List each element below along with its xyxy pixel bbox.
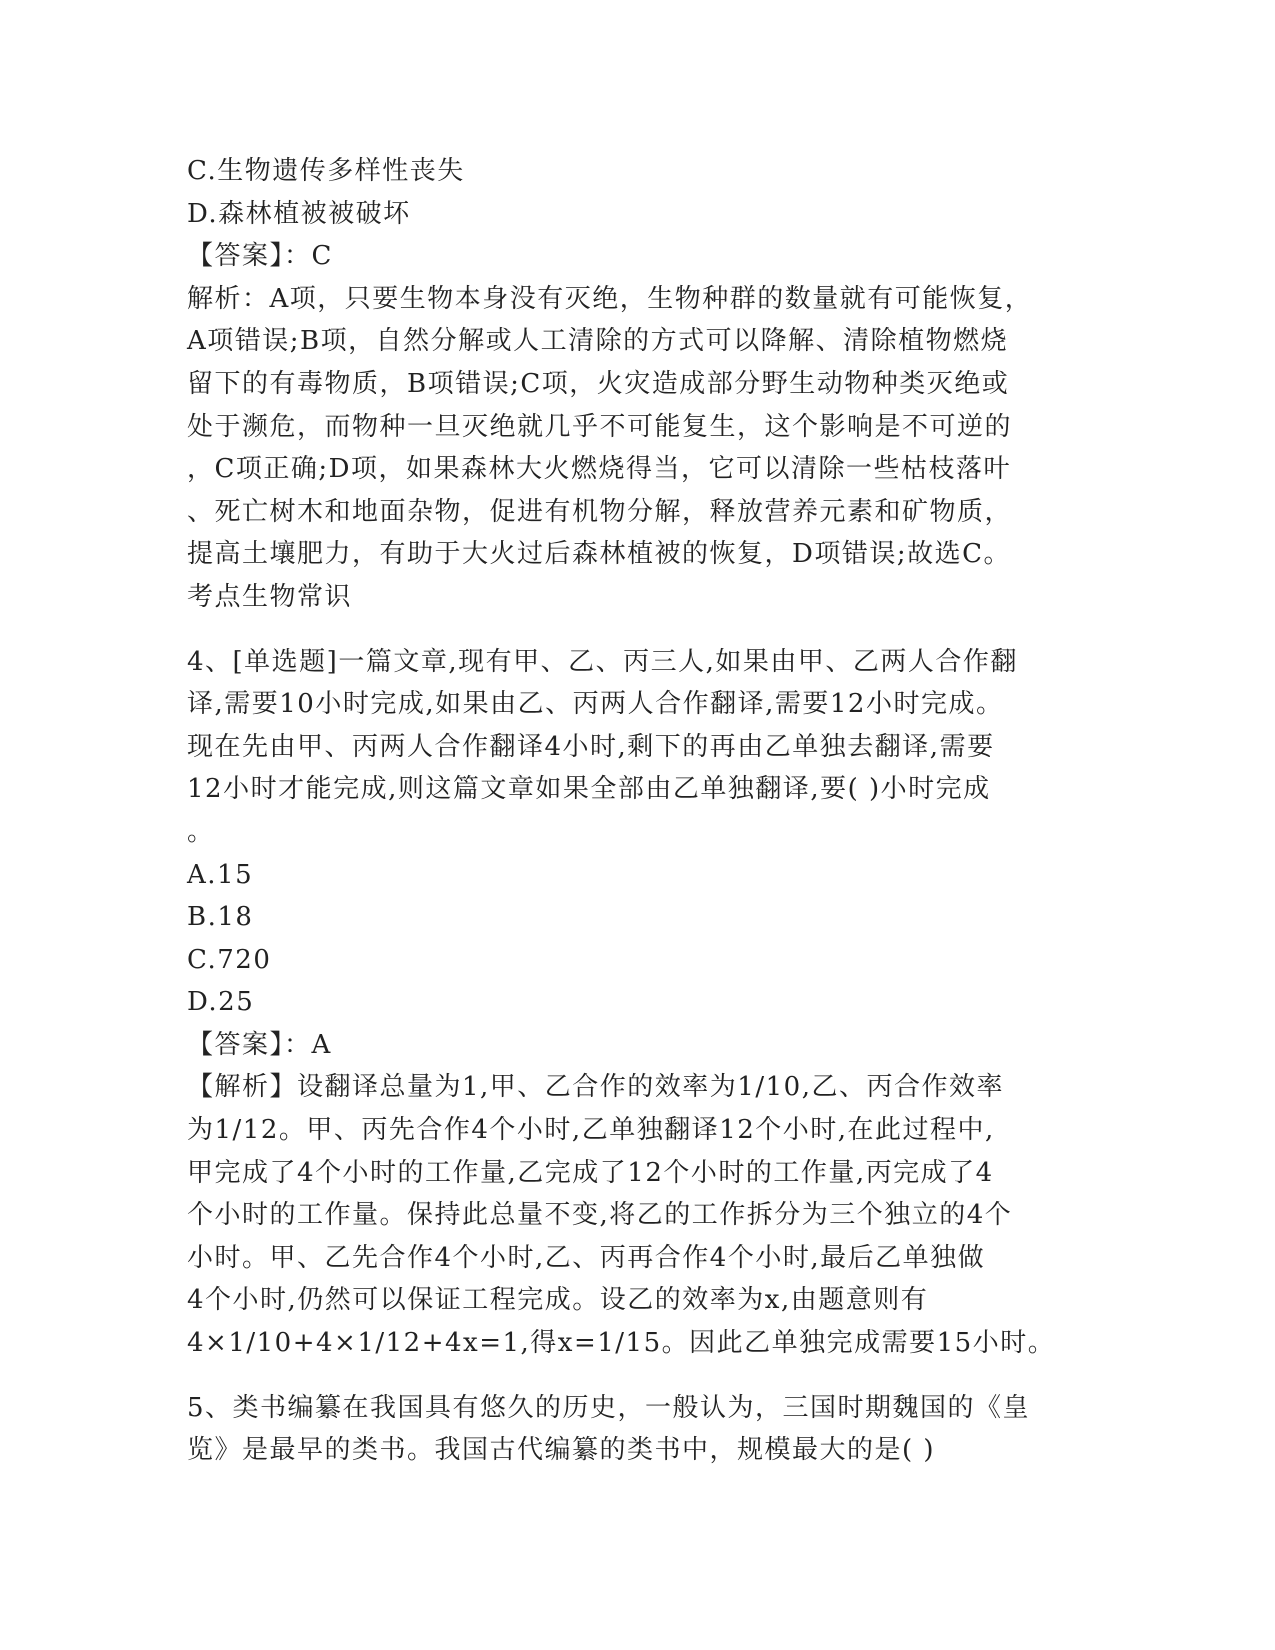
q3-option-c: C.生物遗传多样性丧失: [187, 156, 465, 186]
q4-stem-line: 译,需要10小时完成,如果由乙、丙两人合作翻译,需要12小时完成。: [187, 689, 1004, 720]
question-spacer: [187, 1365, 1087, 1387]
q3-analysis-line: 处于濒危，而物种一旦灭绝就几乎不可能复生，这个影响是不可逆的: [187, 411, 1013, 442]
q3-analysis-line: 提高土壤肥力，有助于大火过后森林植被的恢复，D项错误;故选C。: [187, 539, 1011, 570]
q3-topic: 考点生物常识: [187, 581, 353, 612]
q4-option-a: A.15: [187, 859, 254, 890]
q3-answer: 【答案】：C: [187, 241, 333, 272]
q4-stem-line: 。: [187, 816, 215, 847]
q4-analysis-line: 小时。甲、乙先合作4个小时,乙、丙再合作4个小时,最后乙单独做: [187, 1242, 986, 1273]
q3-analysis-line: 解析：A项，只要生物本身没有灭绝，生物种群的数量就有可能恢复，: [187, 283, 1033, 314]
q5-stem-line: 览》是最早的类书。我国古代编纂的类书中，规模最大的是( ): [187, 1435, 936, 1466]
q4-analysis-line: 为1/12。甲、丙先合作4个小时,乙单独翻译12个小时,在此过程中,: [187, 1115, 995, 1146]
q4-analysis-line: 甲完成了4个小时的工作量,乙完成了12个小时的工作量,丙完成了4: [187, 1157, 994, 1188]
q3-option-d: D.森林植被被破坏: [187, 198, 411, 229]
document-body: [187, 150, 1087, 1472]
q4-option-b: B.18: [187, 902, 254, 933]
q3-analysis-line: 、死亡树木和地面杂物，促进有机物分解，释放营养元素和矿物质，: [187, 496, 1013, 527]
q4-answer: 【答案】：A: [187, 1029, 332, 1060]
q4-analysis-line: 4×1/10+4×1/12+4x=1,得x=1/15。因此乙单独完成需要15小时。: [187, 1328, 1056, 1359]
q5-stem-line: 5、类书编纂在我国具有悠久的历史，一般认为，三国时期魏国的《皇: [187, 1392, 1031, 1423]
q3-analysis-line: 留下的有毒物质，B项错误;C项，火灾造成部分野生动物种类灭绝或: [187, 368, 1010, 399]
q3-analysis-line: ，C项正确;D项，如果森林大火燃烧得当，它可以清除一些枯枝落叶: [187, 454, 1011, 485]
q4-option-d: D.25: [187, 987, 255, 1018]
q4-option-c: C.720: [187, 944, 272, 975]
q4-analysis-line: 【解析】设翻译总量为1,甲、乙合作的效率为1/10,乙、丙合作效率: [187, 1072, 1004, 1103]
q4-analysis-line: 4个小时,仍然可以保证工程完成。设乙的效率为x,由题意则有: [187, 1285, 929, 1316]
q4-analysis-line: 个小时的工作量。保持此总量不变,将乙的工作拆分为三个独立的4个: [187, 1200, 1013, 1231]
q4-stem-line: 12小时才能完成,则这篇文章如果全部由乙单独翻译,要( )小时完成: [187, 774, 991, 805]
question-spacer: [187, 619, 1087, 641]
q3-analysis-line: A项错误;B项，自然分解或人工清除的方式可以降解、清除植物燃烧: [187, 326, 1009, 357]
q4-stem-line: 4、[单选题]一篇文章,现有甲、乙、丙三人,如果由甲、乙两人合作翻: [187, 646, 1018, 677]
q4-stem-line: 现在先由甲、丙两人合作翻译4小时,剩下的再由乙单独去翻译,需要: [187, 731, 995, 762]
